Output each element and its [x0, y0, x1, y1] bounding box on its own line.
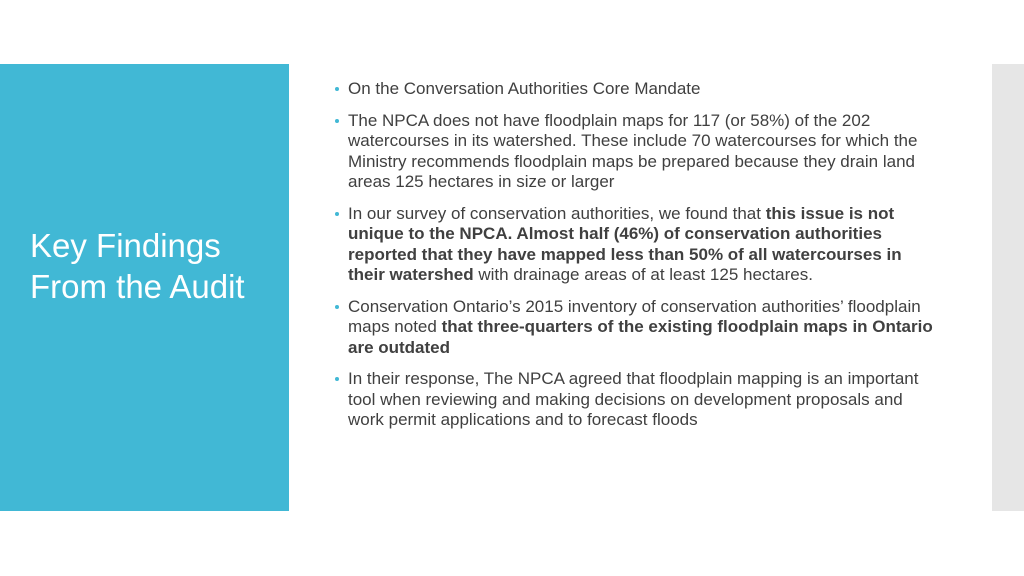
bullet-item [334, 79, 939, 100]
slide-title: Key Findings From the Audit [30, 227, 245, 305]
bullet-text: with drainage areas of at least 125 hectares. [473, 265, 813, 284]
bullet-text: Conservation Ontario’s 2015 inventory of conservation authorities’ floodplain maps noted [348, 296, 921, 336]
bullet-text: The NPCA does not have floodplain maps for 117 (or 58%) of the 202 watercourses in its watershed. These include 70 watercourses for which the Ministry recommends floodplain maps be prepared because they drain land areas 125 hectares in size or larger [348, 110, 918, 191]
bullet-item [334, 111, 939, 193]
bullet-item [334, 297, 939, 359]
bullet-text: In their response, The NPCA agreed that floodplain mapping is an important tool when reviewing and making decisions on development proposals and work permit applications and to forecast floods [348, 369, 919, 429]
bullet-bold-text: that three-quarters of the existing floodplain maps in Ontario are outdated [348, 317, 933, 357]
bullet-dot-icon [335, 212, 339, 216]
scrollbar[interactable] [992, 64, 1024, 511]
title-panel [0, 64, 289, 511]
bullet-item [334, 369, 939, 431]
bullet-dot-icon [335, 305, 339, 309]
bullet-dot-icon [335, 377, 339, 381]
bullet-bold-text: this issue is not unique to the NPCA. Almost half (46%) of conservation authorities reported that they have mapped less than 50% of all watercourses in their watershed [348, 203, 902, 284]
bullet-text: In our survey of conservation authorities, we found that [348, 203, 766, 223]
bullet-dot-icon [335, 119, 339, 123]
bullet-text: On the Conversation Authorities Core Mandate [348, 79, 701, 98]
bullet-item [334, 204, 939, 286]
bullet-list [334, 79, 939, 442]
bullet-dot-icon [335, 87, 339, 91]
